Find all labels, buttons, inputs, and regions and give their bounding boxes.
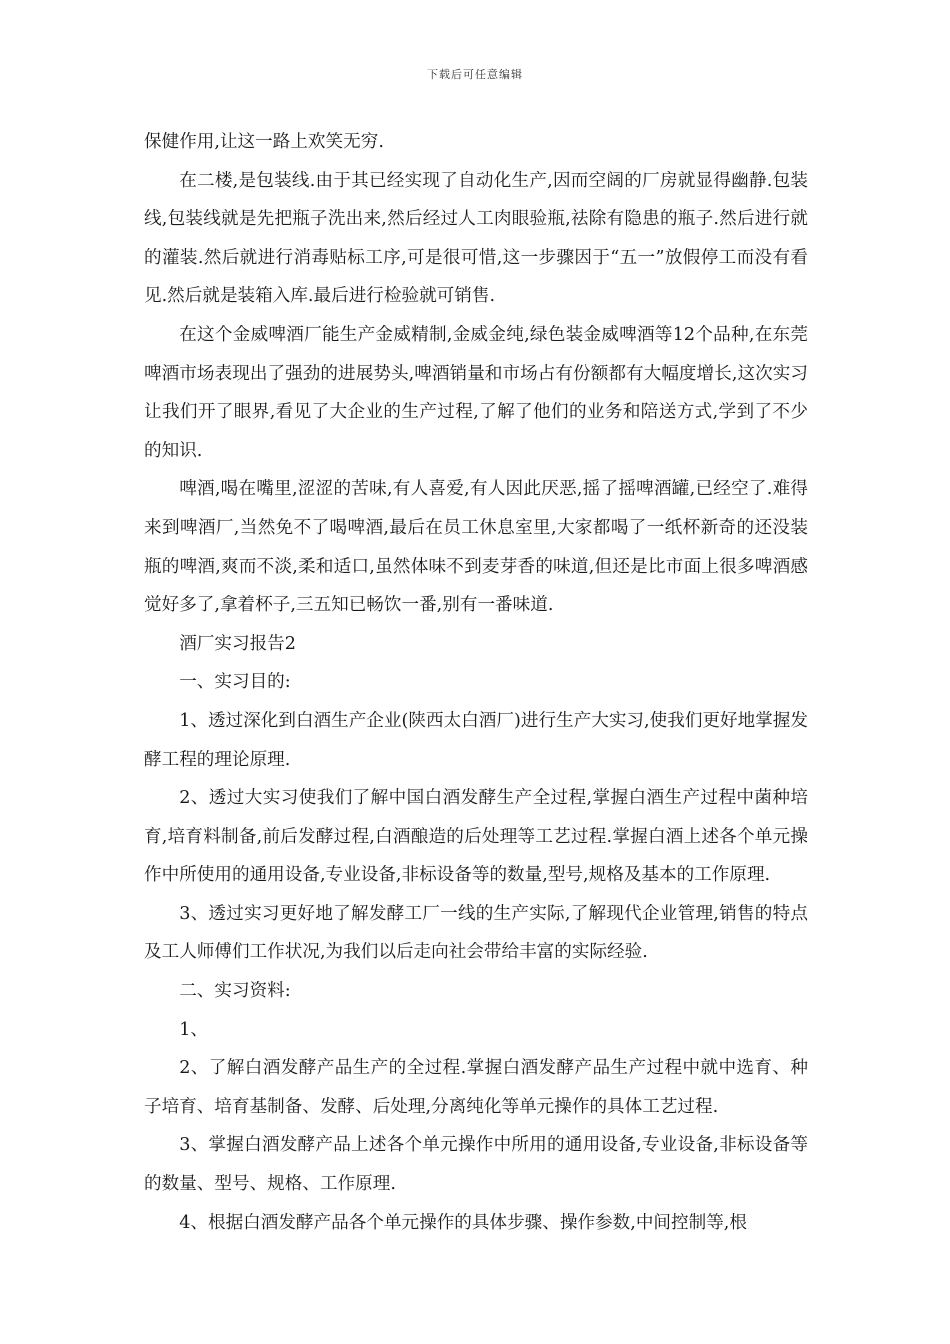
paragraph: 在这个金威啤酒厂能生产金威精制,金威金纯,绿色装金威啤酒等12个品种,在东莞啤酒市场表现出了强劲的进展势头,啤酒销量和市场占有份额都有大幅度增长,这次实习让我们开了眼界,看见了大企业的生产过程,了解了他们的业务和陪送方式,学到了不少的知识. (144, 324, 808, 461)
list-item: 3、透过实习更好地了解发酵工厂一线的生产实际,了解现代企业管理,销售的特点及工人师傅们工作状况,为我们以后走向社会带给丰富的实际经验. (144, 903, 808, 963)
document-body (144, 123, 808, 1242)
section-heading: 一、实习目的: (179, 672, 291, 693)
paragraph: 啤酒,喝在嘴里,涩涩的苦味,有人喜爱,有人因此厌恶,摇了摇啤酒罐,已经空了.难得来到啤酒厂,当然免不了喝啤酒,最后在员工休息室里,大家都喝了一纸杯新奇的还没装瓶的啤酒,爽而不淡,柔和适口,虽然体味不到麦芽香的味道,但还是比市面上很多啤酒感觉好多了,拿着杯子,三五知已畅饮一番,别有一番味道. (144, 479, 808, 616)
page-header: 下载后可任意编辑 (427, 68, 523, 81)
list-item: 3、掌握白酒发酵产品上述各个单元操作中所用的通用设备,专业设备,非标设备等的数量、型号、规格、工作原理. (144, 1135, 808, 1195)
list-item: 1、 (179, 1019, 208, 1040)
list-item: 2、透过大实习使我们了解中国白酒发酵生产全过程,掌握白酒生产过程中菌种培育,培育料制备,前后发酵过程,白酒酿造的后处理等工艺过程.掌握白酒上述各个单元操作中所使用的通用设备,专业设备,非标设备等的数量,型号,规格及基本的工作原理. (144, 788, 808, 886)
paragraph: 保健作用,让这一路上欢笑无穷. (144, 132, 384, 152)
paragraph: 在二楼,是包装线.由于其已经实现了自动化生产,因而空阔的厂房就显得幽静.包装线,包装线就是先把瓶子洗出来,然后经过人工肉眼验瓶,祛除有隐患的瓶子.然后进行就的灌装.然后就进行消毒贴标工序,可是很可惜,这一步骤因于“五一”放假停工而没有看见.然后就是装箱入库.最后进行检验就可销售. (144, 170, 808, 307)
section-heading: 二、实习资料: (179, 981, 291, 1002)
list-item: 4、根据白酒发酵产品各个单元操作的具体步骤、操作参数,中间控制等,根 (179, 1212, 747, 1233)
list-item: 1、透过深化到白酒生产企业(陕西太白酒厂)进行生产大实习,使我们更好地掌握发酵工程的理论原理. (144, 710, 808, 770)
list-item: 2、了解白酒发酵产品生产的全过程.掌握白酒发酵产品生产过程中就中选育、种子培育、培育基制备、发酵、后处理,分离纯化等单元操作的具体工艺过程. (144, 1058, 808, 1117)
section-heading: 酒厂实习报告2 (179, 633, 296, 654)
